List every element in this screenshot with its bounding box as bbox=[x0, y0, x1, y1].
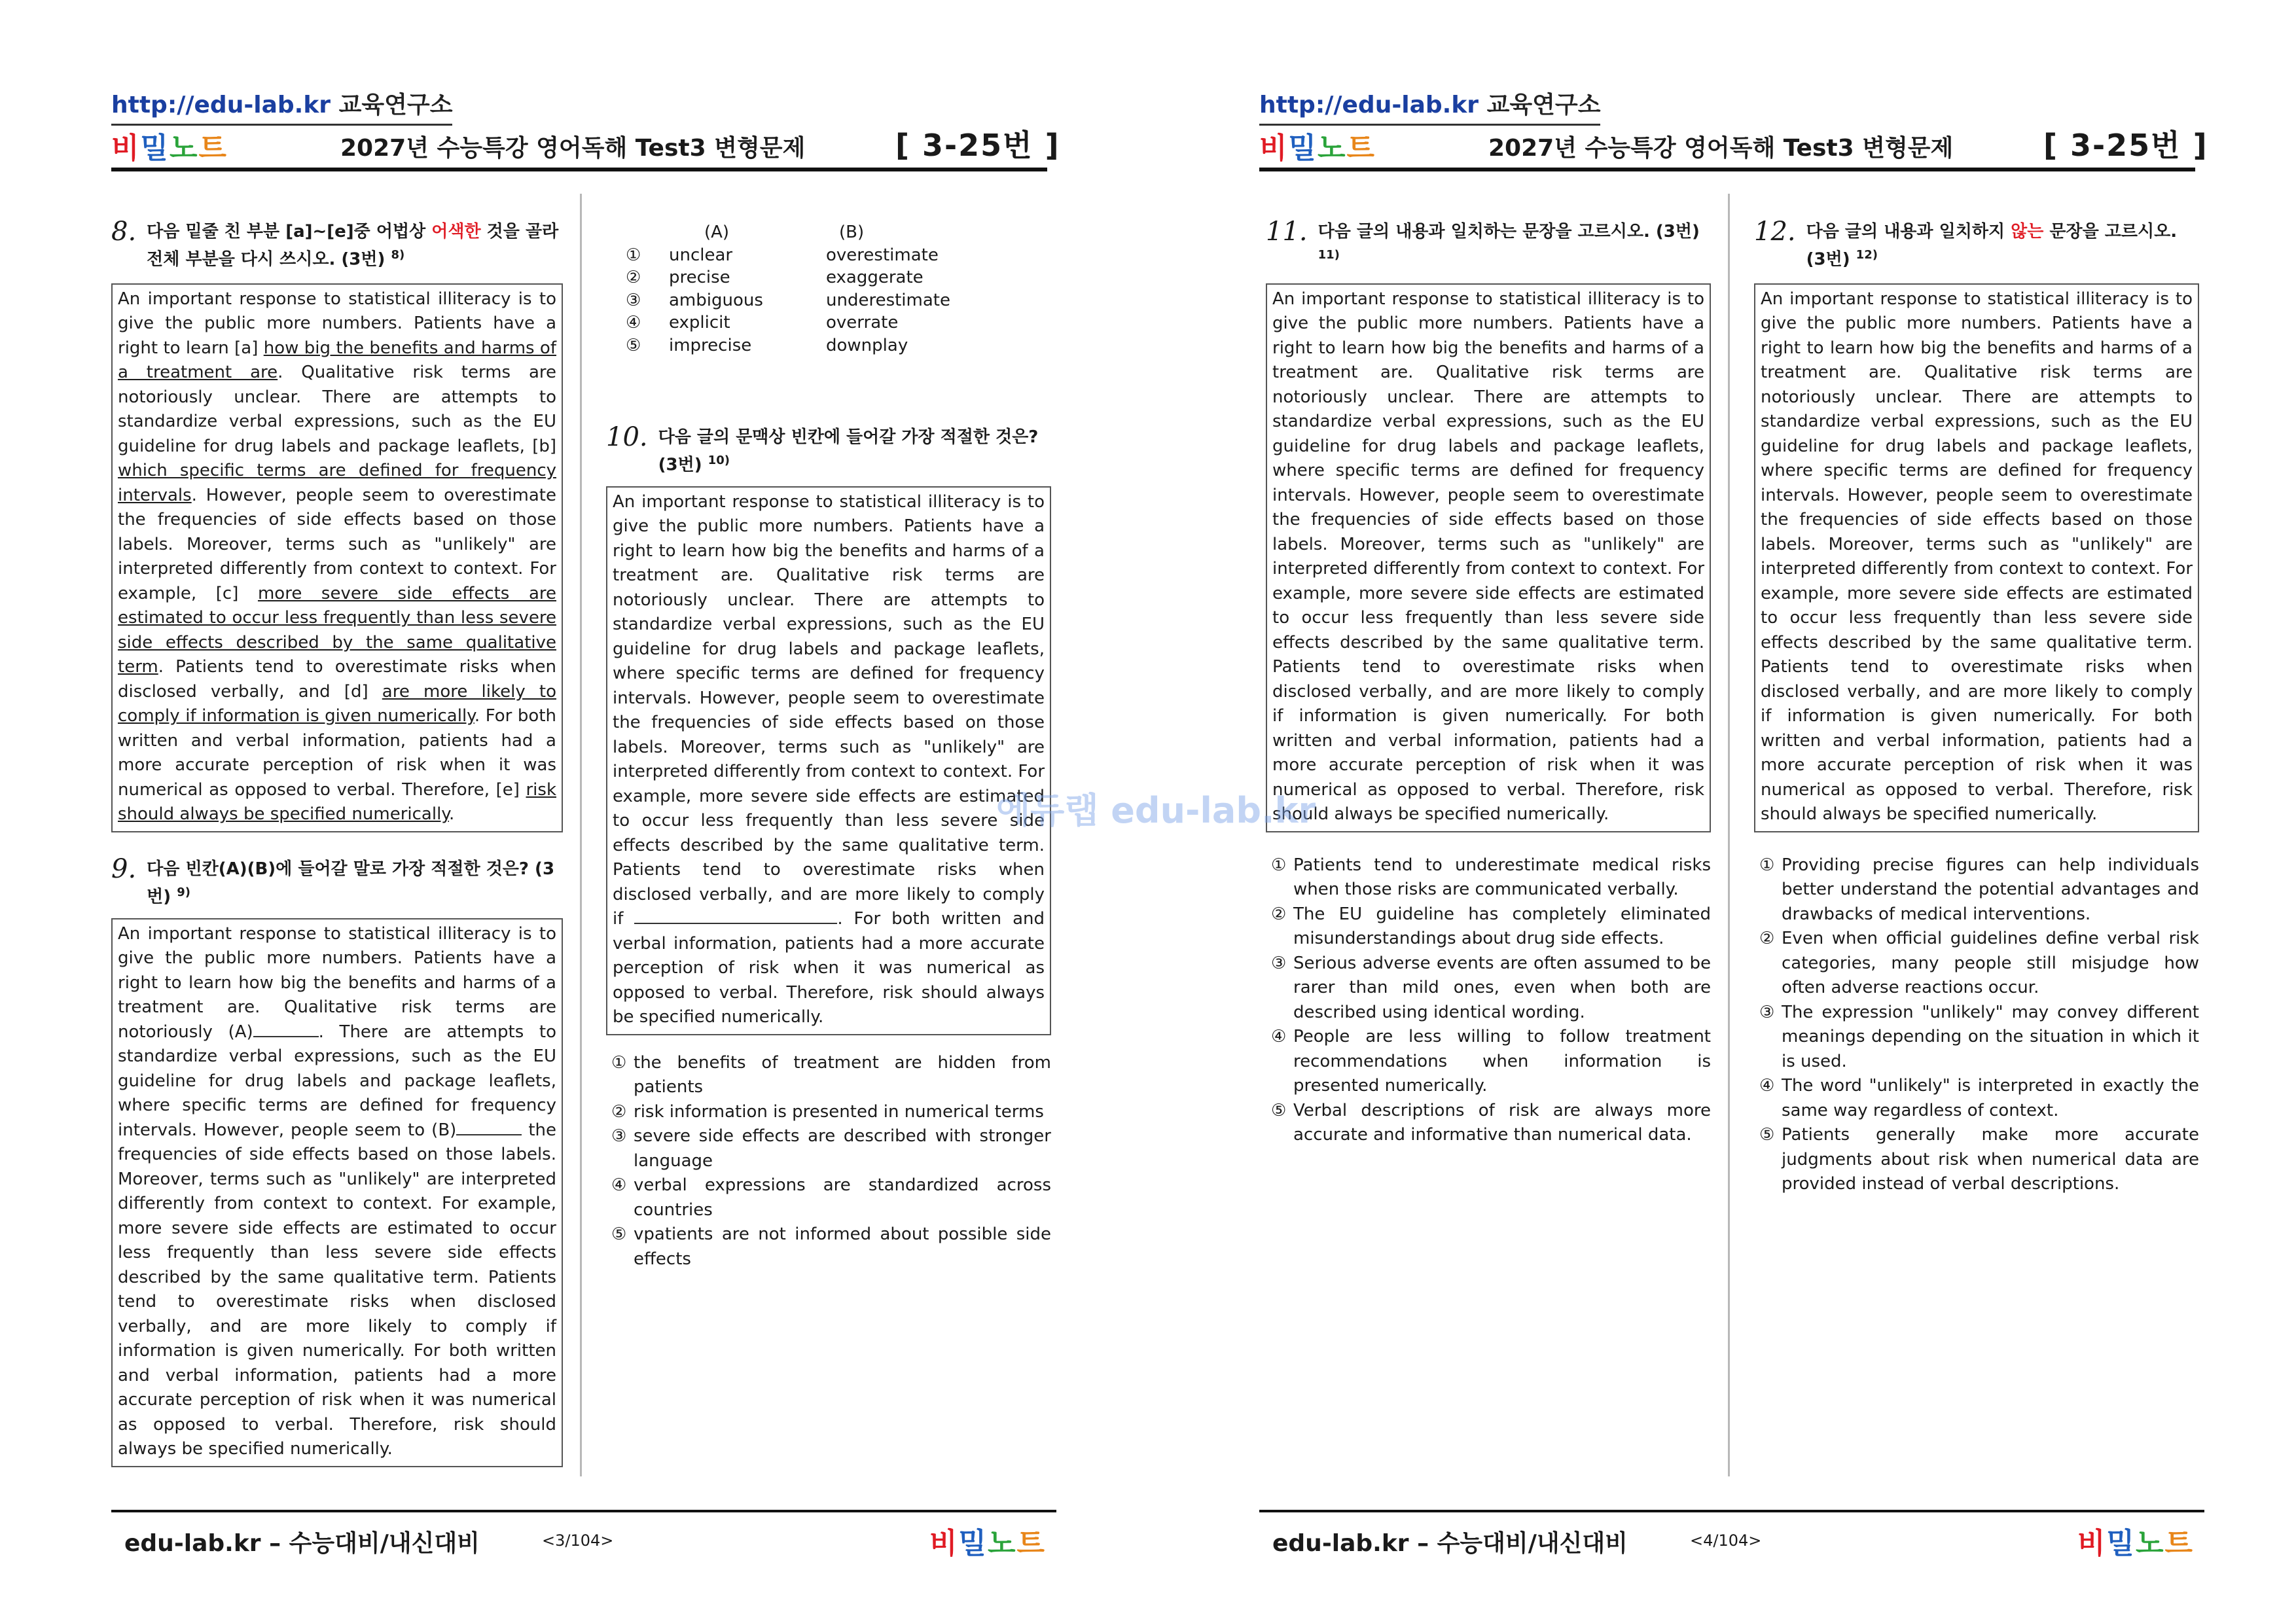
choice-4[interactable]: ④ explicit overrate bbox=[626, 313, 899, 332]
question-prompt: 다음 빈칸(A)(B)에 들어갈 말로 가장 적절한 것은? (3번) $^{9)}$ bbox=[147, 859, 555, 907]
url-link[interactable]: http://edu-lab.kr bbox=[1259, 92, 1479, 118]
footer-brand-logo: 비밀노트 bbox=[929, 1527, 1047, 1560]
page-title: 2027년 수능특강 영어독해 Test3 변형문제 bbox=[340, 135, 806, 162]
question-prompt: 다음 글의 내용과 일치하는 문장을 고르시오. (3번) $^{11)}$ bbox=[1318, 222, 1700, 262]
header-url[interactable] bbox=[111, 86, 452, 126]
question-8 bbox=[111, 217, 563, 832]
choice-1[interactable]: ① the benefits of treatment are hidden from patients bbox=[611, 1052, 1051, 1097]
question-11 bbox=[1266, 217, 1711, 1148]
choices bbox=[606, 1051, 1051, 1272]
passage-box: An important response to statistical illiteracy is to give the public more numbers. Patients have a right to learn how big the benefits and harms of a treatment are. Qualitative risk terms are notoriously (A) . There are attempts to standardize verbal expressions, such as the EU guideline for drug labels and package leaflets, where specific terms are defined for frequency intervals. However, people seem to (B) the frequencies of side effects based on those labels. Moreover, terms such as "unlikely" are interpreted differently from context to context. For example, more severe side effects are estimated to occur less frequently than less severe side effects described by the same qualitative term. Patients tend to overestimate risks when disclosed verbally, and are more likely to comply if information is given numerically. For both written and verbal information, patients had a more accurate perception of risk when it was numerical as opposed to verbal. Therefore, risk should always be specified numerically. bbox=[111, 918, 563, 1467]
problem-number: [ 3-25번 ] bbox=[895, 128, 1060, 163]
choice-2[interactable]: ② precise exaggerate bbox=[626, 268, 924, 287]
choice-2[interactable]: ② The EU guideline has completely eliminated misunderstandings about drug side effects. bbox=[1271, 904, 1711, 949]
choice-4[interactable]: ④ verbal expressions are standardized across countries bbox=[611, 1175, 1051, 1220]
footer-site: edu-lab.kr – 수능대비/내신대비 bbox=[124, 1530, 480, 1557]
header-url[interactable] bbox=[1259, 86, 1600, 126]
passage-box: An important response to statistical illiteracy is to give the public more numbers. Patients have a right to learn [a] how big the benefits and harms of a treatment are. Qualitative risk terms are notoriously unclear. There are attempts to standardize verbal expressions, such as the EU guideline for drug labels and package leaflets, [b] which specific terms are defined for frequency intervals. However, people seem to overestimate the frequencies of side effects based on those labels. Moreover, terms such as "unlikely" are interpreted differently from context to context. For example, [c] more severe side effects are estimated to occur less frequently than less severe side effects described by the same qualitative term. Patients tend to overestimate risks when disclosed verbally, and [d] are more likely to comply if information is given numerically. For both written and verbal information, patients had a more accurate perception of risk when it was numerical as opposed to verbal. Therefore, [e] risk should always be specified numerically. bbox=[111, 283, 563, 832]
footer-site: edu-lab.kr – 수능대비/내신대비 bbox=[1272, 1530, 1628, 1557]
choice-2[interactable]: ② Even when official guidelines define verbal risk categories, many people still misjudge how often adverse reactions occur. bbox=[1759, 929, 2199, 998]
question-9 bbox=[111, 854, 563, 1467]
question-prompt: 다음 밑줄 친 부분 [a]~[e]중 어법상 어색한 것을 골라 전체 부분을 다시 쓰시오. (3번) $^{8)}$ bbox=[147, 222, 559, 270]
question-number: 9. bbox=[111, 854, 137, 884]
choice-1[interactable]: ① unclear overestimate bbox=[626, 245, 939, 265]
choice-4[interactable]: ④ The word "unlikely" is interpreted in exactly the same way regardless of context. bbox=[1759, 1076, 2199, 1120]
page-4 bbox=[1148, 0, 2296, 1623]
page-number: <3/104> bbox=[542, 1531, 614, 1550]
question-number: 11. bbox=[1266, 217, 1308, 247]
passage-box: An important response to statistical illiteracy is to give the public more numbers. Patients have a right to learn how big the benefits and harms of a treatment are. Qualitative risk terms are notoriously unclear. There are attempts to standardize verbal expressions, such as the EU guideline for drug labels and package leaflets, where specific terms are defined for frequency intervals. However, people seem to overestimate the frequencies of side effects based on those labels. Moreover, terms such as "unlikely" are interpreted differently from context to context. For example, more severe side effects are estimated to occur less frequently than less severe side effects described by the same qualitative term. Patients tend to overestimate risks when disclosed verbally, and are more likely to comply if information is given numerically. For both written and verbal information, patients had a more accurate perception of risk when it was numerical as opposed to verbal. Therefore, risk should always be specified numerically. bbox=[1266, 283, 1711, 832]
blank bbox=[634, 910, 837, 924]
blank-b bbox=[456, 1121, 522, 1135]
choice-3[interactable]: ③ The expression "unlikely" may convey different meanings depending on the situation in which it is used. bbox=[1759, 1002, 2199, 1071]
question-12 bbox=[1754, 217, 2199, 1197]
question-10 bbox=[606, 422, 1051, 1272]
watermark: 에듀랩 edu-lab.kr bbox=[996, 790, 1316, 831]
url-link[interactable]: http://edu-lab.kr bbox=[111, 92, 331, 118]
q9-choices: (A) (B) ① unclear overestimate ② precise exaggerate ③ ambiguous underestimate ④ explicit overrate ⑤ imprecise downplay bbox=[626, 221, 1045, 357]
passage-box: An important response to statistical illiteracy is to give the public more numbers. Patients have a right to learn how big the benefits and harms of a treatment are. Qualitative risk terms are notoriously unclear. There are attempts to standardize verbal expressions, such as the EU guideline for drug labels and package leaflets, where specific terms are defined for frequency intervals. However, people seem to overestimate the frequencies of side effects based on those labels. Moreover, terms such as "unlikely" are interpreted differently from context to context. For example, more severe side effects are estimated to occur less frequently than less severe side effects described by the same qualitative term. Patients tend to overestimate risks when disclosed verbally, and are more likely to comply if information is given numerically. For both written and verbal information, patients had a more accurate perception of risk when it was numerical as opposed to verbal. Therefore, risk should always be specified numerically. bbox=[1754, 283, 2199, 832]
column-divider bbox=[580, 194, 582, 1476]
header-rule bbox=[1259, 168, 2195, 171]
choice-5[interactable]: ⑤ vpatients are not informed about possible side effects bbox=[611, 1224, 1051, 1269]
choice-5[interactable]: ⑤ Verbal descriptions of risk are always more accurate and informative than numerical data. bbox=[1271, 1100, 1711, 1145]
brand-logo: 비밀노트 bbox=[111, 132, 228, 165]
footer-brand-logo: 비밀노트 bbox=[2077, 1527, 2195, 1560]
choice-5[interactable]: ⑤ Patients generally make more accurate judgments about risk when numerical data are provided instead of verbal descriptions. bbox=[1759, 1125, 2199, 1194]
choice-1[interactable]: ① Patients tend to underestimate medical risks when those risks are communicated verbally. bbox=[1271, 855, 1711, 900]
org-name: 교육연구소 bbox=[1486, 92, 1601, 118]
choice-5[interactable]: ⑤ imprecise downplay bbox=[626, 335, 908, 355]
column-divider bbox=[1728, 194, 1730, 1476]
choice-4[interactable]: ④ People are less willing to follow treatment recommendations when information is presented numerically. bbox=[1271, 1027, 1711, 1096]
choice-2[interactable]: ② risk information is presented in numerical terms bbox=[611, 1101, 1044, 1122]
choices bbox=[1754, 853, 2199, 1197]
passage-box: An important response to statistical illiteracy is to give the public more numbers. Patients have a right to learn how big the benefits and harms of a treatment are. Qualitative risk terms are notoriously unclear. There are attempts to standardize verbal expressions, such as the EU guideline for drug labels and package leaflets, where specific terms are defined for frequency intervals. However, people seem to overestimate the frequencies of side effects based on those labels. Moreover, terms such as "unlikely" are interpreted differently from context to context. For example, more severe side effects are estimated to occur less frequently than less severe side effects described by the same qualitative term. Patients tend to overestimate risks when disclosed verbally, and are more likely to comply if . For both written and verbal information, patients had a more accurate perception of risk when it was numerical as opposed to verbal. Therefore, risk should always be specified numerically. bbox=[606, 486, 1051, 1035]
page-number: <4/104> bbox=[1690, 1531, 1762, 1550]
question-number: 8. bbox=[111, 217, 137, 247]
question-number: 12. bbox=[1754, 217, 1796, 247]
blank-a bbox=[253, 1023, 319, 1037]
question-prompt: 다음 글의 내용과 일치하지 않는 문장을 고르시오. (3번) $^{12)}$ bbox=[1806, 222, 2178, 270]
question-number: 10. bbox=[606, 422, 648, 452]
problem-number: [ 3-25번 ] bbox=[2043, 128, 2208, 163]
question-prompt: 다음 글의 문맥상 빈칸에 들어갈 가장 적절한 것은? (3번) $^{10)}$ bbox=[658, 427, 1039, 475]
choice-3[interactable]: ③ Serious adverse events are often assumed to be rarer than mild ones, even when both are described using identical wording. bbox=[1271, 953, 1711, 1022]
brand-logo: 비밀노트 bbox=[1259, 132, 1376, 165]
page-title: 2027년 수능특강 영어독해 Test3 변형문제 bbox=[1488, 135, 1954, 162]
header-rule bbox=[111, 168, 1047, 171]
choice-1[interactable]: ① Providing precise figures can help individuals better understand the potential advantages and drawbacks of medical interventions. bbox=[1759, 855, 2199, 924]
footer-rule bbox=[111, 1510, 1056, 1512]
choice-3[interactable]: ③ ambiguous underestimate bbox=[626, 290, 950, 310]
choices bbox=[1266, 853, 1711, 1148]
choice-3[interactable]: ③ severe side effects are described with stronger language bbox=[611, 1126, 1051, 1171]
org-name: 교육연구소 bbox=[338, 92, 453, 118]
footer-rule bbox=[1259, 1510, 2204, 1512]
